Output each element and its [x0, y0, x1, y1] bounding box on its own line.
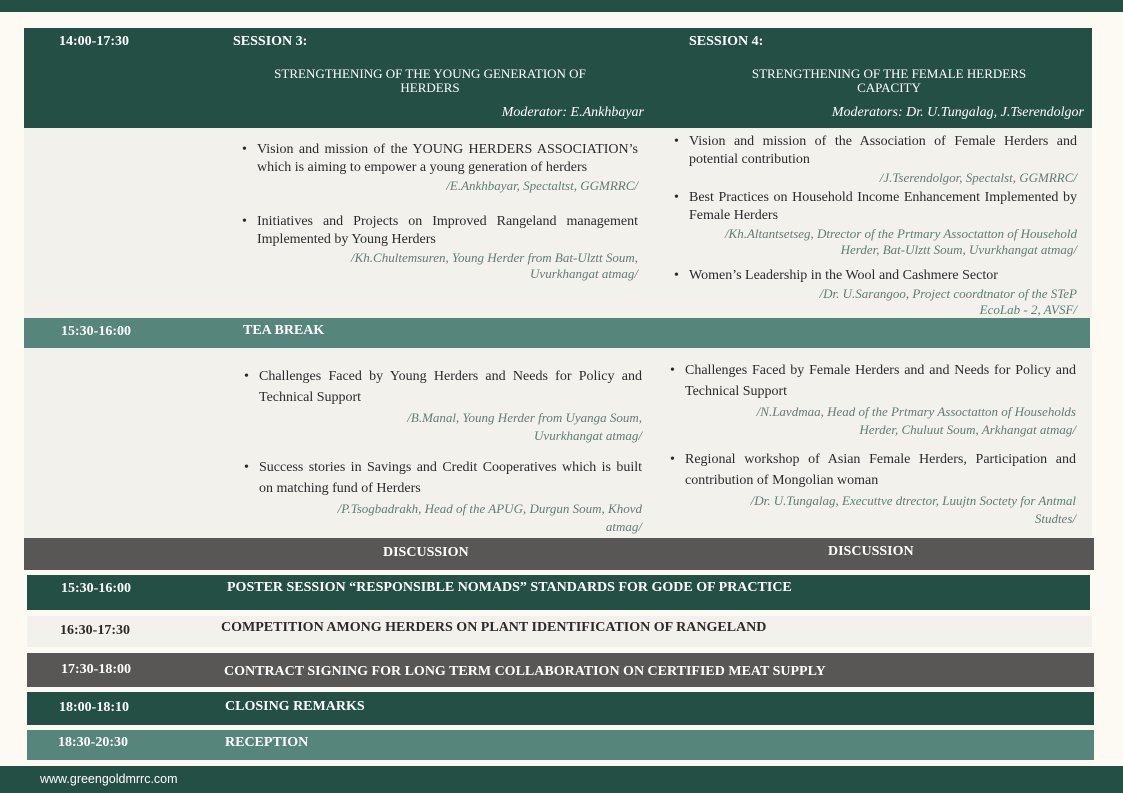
session-4-moderator: Moderators: Dr. U.Tungalag, J.Tserendolgor [831, 105, 1084, 120]
agenda-item-text: Challenges Faced by Young Herders and Needs for Policy and Technical Support [259, 369, 642, 405]
session-4-label: SESSION 4: [689, 34, 764, 49]
agenda-item: • Women’s Leadership in the Wool and Cashmere Sector /Dr. U.Sarangoo, Project coordtnator of the STeP EcoLab - 2, AVSF/ [674, 268, 1077, 317]
row-title: RECEPTION [225, 735, 309, 750]
agenda-item-credit: /Dr. U.Sarangoo, Project coordtnator of the STeP EcoLab - 2, AVSF/ [819, 286, 1077, 317]
agenda-item-credit: /B.Manal, Young Herder from Uyanga Soum, Uvurkhangat atmag/ [407, 410, 642, 443]
agenda-row-contract [27, 653, 1094, 687]
row-title: CONTRACT SIGNING FOR LONG TERM COLLABORATION ON CERTIFIED MEAT SUPPLY [224, 664, 826, 679]
agenda-item: • Vision and mission of the Association of Female Herders and potential contribution /J.Tserendolgor, Spectalst, GGMRRC/ [674, 134, 1077, 185]
row-time: 18:30-20:30 [58, 735, 128, 750]
agenda-row-poster [27, 575, 1090, 610]
agenda-item: • Success stories in Savings and Credit Cooperatives which is built on matching fund of Herders /P.Tsogbadrakh, Head of the APUG, Durgun Soum, Khovd atmag/ [244, 460, 642, 534]
discussion-row [24, 538, 1094, 570]
discussion-left: DISCUSSION [383, 545, 469, 560]
row-time: 15:30-16:00 [61, 581, 131, 596]
session-3-items-a [242, 141, 638, 282]
top-bar [0, 0, 1123, 12]
agenda-item: • Initiatives and Projects on Improved Rangeland management Implemented by Young Herders /Kh.Chultemsuren, Young Herder from Bat-Ulztt Soum, Uvurkhangat atmag/ [242, 214, 638, 281]
session-4-items-a [674, 133, 1077, 318]
session-3-moderator: Moderator: E.Ankhbayar [501, 105, 644, 120]
agenda-item: • Best Practices on Household Income Enhancement Implemented by Female Herders /Kh.Altantsetseg, Dtrector of the Prtmary Assoctatton of Household Herder, Bat-Ulztt Soum, Uvurkhangat atmag/ [674, 190, 1077, 257]
agenda-row-reception [27, 730, 1094, 760]
tea-break-row [24, 318, 1090, 348]
row-time: 18:00-18:10 [59, 700, 129, 715]
agenda-item-text: Vision and mission of the Association of Female Herders and potential contribution [689, 134, 1077, 167]
agenda-item: • Challenges Faced by Young Herders and Needs for Policy and Technical Support /B.Manal, Young Herder from Uyanga Soum, Uvurkhangat atmag/ [244, 369, 642, 443]
footer-bar [0, 766, 1123, 793]
agenda-item-text: Initiatives and Projects on Improved Rangeland management Implemented by Young Herders [257, 214, 638, 247]
agenda-item-text: Regional workshop of Asian Female Herders, Participation and contribution of Mongolian woman [685, 452, 1076, 488]
session-3-title: STRENGTHENING OF THE YOUNG GENERATION OF HERDERS [274, 66, 586, 95]
agenda-item-credit: /P.Tsogbadrakh, Head of the APUG, Durgun Soum, Khovd atmag/ [337, 501, 642, 534]
agenda-item: • Vision and mission of the YOUNG HERDERS ASSOCIATION’s which is aiming to empower a young generation of herders /E.Ankhbayar, Spectaltst, GGMRRC/ [242, 142, 638, 193]
row-time: 17:30-18:00 [61, 662, 131, 677]
agenda-row-closing [27, 692, 1094, 725]
session-3-label: SESSION 3: [233, 34, 308, 49]
agenda-item-text: Women’s Leadership in the Wool and Cashmere Sector [689, 268, 998, 283]
agenda-item-text: Vision and mission of the YOUNG HERDERS ASSOCIATION’s which is aiming to empower a young generation of herders [257, 142, 638, 175]
agenda-row-competition [27, 616, 1092, 647]
agenda-item: • Challenges Faced by Female Herders and and Needs for Policy and Technical Support /N.Lavdmaa, Head of the Prtmary Assoctatton of Households Herder, Chuluut Soum, Arkhangat atmag/ [670, 363, 1076, 437]
agenda-item-credit: /Kh.Chultemsuren, Young Herder from Bat-Ulztt Soum, Uvurkhangat atmag/ [351, 250, 638, 281]
footer-url[interactable]: www.greengoldmrrc.com [40, 772, 178, 786]
row-title: COMPETITION AMONG HERDERS ON PLANT IDENTIFICATION OF RANGELAND [221, 620, 767, 635]
agenda-item-text: Success stories in Savings and Credit Cooperatives which is built on matching fund of Herders [259, 460, 642, 496]
agenda-item: • Regional workshop of Asian Female Herders, Participation and contribution of Mongolian woman /Dr. U.Tungalag, Executtve dtrector, Luujtn Soctety for Antmal Studtes/ [670, 452, 1076, 526]
agenda-item-credit: /J.Tserendolgor, Spectalst, GGMRRC/ [879, 170, 1077, 185]
agenda-item-credit: /N.Lavdmaa, Head of the Prtmary Assoctatton of Households Herder, Chuluut Soum, Arkhangat atmag/ [756, 404, 1076, 437]
row-title: CLOSING REMARKS [225, 699, 365, 714]
discussion-right: DISCUSSION [828, 544, 914, 559]
tea-break-label: TEA BREAK [243, 323, 325, 338]
agenda-item-text: Challenges Faced by Female Herders and and Needs for Policy and Technical Support [685, 363, 1076, 399]
agenda-item-credit: /E.Ankhbayar, Spectaltst, GGMRRC/ [446, 178, 638, 193]
session-3-items-b [244, 366, 642, 536]
session-4-title: STRENGTHENING OF THE FEMALE HERDERS CAPACITY [751, 66, 1027, 95]
tea-break-time: 15:30-16:00 [61, 324, 131, 339]
session-4-items-b [670, 360, 1076, 528]
session-content-b [24, 348, 1092, 538]
session-content-a [24, 128, 1092, 318]
agenda-item-text: Best Practices on Household Income Enhancement Implemented by Female Herders [689, 190, 1077, 223]
row-title: POSTER SESSION “RESPONSIBLE NOMADS” STANDARDS FOR GODE OF PRACTICE [227, 580, 792, 595]
agenda-item-credit: /Dr. U.Tungalag, Executtve dtrector, Luujtn Soctety for Antmal Studtes/ [750, 493, 1076, 526]
agenda-item-credit: /Kh.Altantsetseg, Dtrector of the Prtmary Assoctatton of Household Herder, Bat-Ulztt Soum, Uvurkhangat atmag/ [724, 226, 1077, 257]
session-header [24, 28, 1092, 128]
session-time: 14:00-17:30 [59, 34, 129, 49]
row-time: 16:30-17:30 [60, 623, 130, 638]
